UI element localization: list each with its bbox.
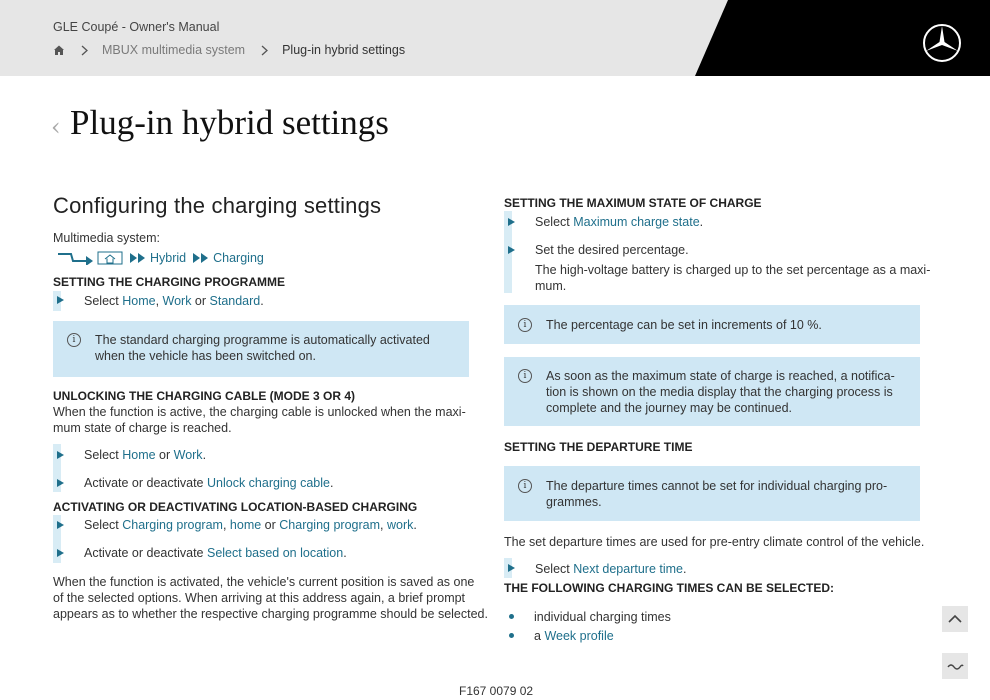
step-arrow-icon [57, 296, 64, 304]
link-work[interactable]: Work [173, 448, 203, 462]
step-set-percentage: Set the desired percentage. [535, 243, 689, 257]
info-note [53, 321, 469, 377]
link-week-profile[interactable]: Week profile [544, 629, 614, 643]
info-note [504, 357, 920, 426]
link-work[interactable]: Work [162, 294, 192, 308]
home-button-icon [97, 251, 123, 265]
info-note-text: As soon as the maximum state of charge is reached, a notifica- tion is shown on the media display that the charging process is complete and the journey may be continued. [546, 369, 895, 415]
location-description: When the function is activated, the vehicle's current position is saved as one of the selected options. When arriving at this address again, a brief prompt appears as to whether the respective charging programme should be selected. [53, 575, 488, 621]
menu-path [53, 250, 264, 266]
subheading-charging-times: THE FOLLOWING CHARGING TIMES CAN BE SELECTED: [504, 581, 834, 595]
mercedes-star-logo [922, 23, 962, 63]
info-note-text: The departure times cannot be set for individual charging pro- grammes. [546, 479, 888, 509]
chevron-up-icon [942, 606, 968, 632]
link-home[interactable]: home [229, 518, 262, 532]
info-note-text: The standard charging programme is automatically activated when the vehicle has been switched on. [95, 333, 430, 363]
footnote-button[interactable] [942, 653, 968, 679]
subheading-charging-programme: SETTING THE CHARGING PROGRAMME [53, 275, 286, 289]
subheading-max-charge: SETTING THE MAXIMUM STATE OF CHARGE [504, 196, 762, 210]
footnote-icon [942, 653, 968, 679]
info-icon: i [518, 369, 532, 383]
list-item: individual charging times [534, 610, 671, 624]
step-unlock-cable: Activate or deactivate Unlock charging cable. [84, 476, 334, 490]
departure-description: The set departure times are used for pre-entry climate control of the vehicle. [504, 535, 925, 549]
back-chevron-icon[interactable]: ‹ [51, 113, 61, 141]
link-charging-program[interactable]: Charging program [279, 518, 381, 532]
step-select-charging-program: Select Charging program, home or Charging program, work. [84, 518, 417, 532]
info-icon: i [518, 318, 532, 332]
subheading-location-charging: ACTIVATING OR DEACTIVATING LOCATION-BASED CHARGING [53, 500, 418, 514]
subheading-departure-time: SETTING THE DEPARTURE TIME [504, 440, 693, 454]
path-charging[interactable]: Charging [213, 251, 264, 265]
link-maximum-charge-state[interactable]: Maximum charge state [573, 215, 700, 229]
step-arrow-icon [57, 479, 64, 487]
bullet-dot [509, 633, 514, 638]
breadcrumb [53, 42, 405, 58]
link-work[interactable]: work [386, 518, 414, 532]
link-select-based-on-location[interactable]: Select based on location [206, 546, 344, 560]
step-arrow-icon [57, 549, 64, 557]
step-arrow-icon [508, 246, 515, 254]
breadcrumb-current: Plug-in hybrid settings [282, 43, 406, 57]
info-note [504, 305, 920, 344]
step-arrow-icon [57, 521, 64, 529]
link-standard[interactable]: Standard [209, 294, 261, 308]
chevron-right-icon [81, 45, 88, 56]
step-arrow-icon [508, 218, 515, 226]
info-note [504, 466, 920, 521]
path-arrow-icon [57, 251, 95, 265]
step-select-departure: Select Next departure time. [535, 562, 687, 576]
double-chevron-icon [129, 252, 147, 264]
home-icon[interactable] [53, 44, 65, 56]
info-icon: i [67, 333, 81, 347]
step-select-programme: Select Home, Work or Standard. [84, 294, 264, 308]
link-unlock-charging-cable[interactable]: Unlock charging cable [206, 476, 330, 490]
page-title: Plug-in hybrid settings [70, 103, 389, 142]
step-select-home-work: Select Home or Work. [84, 448, 207, 462]
list-item: a Week profile [534, 629, 614, 643]
chevron-right-icon [261, 45, 268, 56]
breadcrumb-mbux-link[interactable]: MBUX multimedia system [102, 43, 246, 57]
link-next-departure-time[interactable]: Next departure time [573, 562, 683, 576]
step-result: The high-voltage battery is charged up to the set percentage as a maxi- mum. [535, 263, 931, 293]
link-home[interactable]: Home [122, 294, 156, 308]
step-arrow-icon [57, 451, 64, 459]
section-heading: Configuring the charging settings [53, 193, 382, 218]
scroll-top-button[interactable] [942, 606, 968, 632]
step-select-location: Activate or deactivate Select based on location. [84, 546, 347, 560]
subheading-unlocking-cable: UNLOCKING THE CHARGING CABLE (MODE 3 OR 4) [53, 389, 356, 403]
path-hybrid[interactable]: Hybrid [150, 251, 187, 265]
bullet-dot [509, 614, 514, 619]
manual-title: GLE Coupé - Owner's Manual [53, 20, 220, 34]
unlocking-description: When the function is active, the charging cable is unlocked when the maxi- mum state of charge is reached. [53, 405, 466, 435]
info-note-text: The percentage can be set in increments of 10 %. [546, 318, 822, 332]
image-code: F167 0079 02 [459, 684, 534, 698]
info-icon: i [518, 479, 532, 493]
multimedia-label: Multimedia system: [53, 231, 160, 245]
step-arrow-icon [508, 564, 515, 572]
double-chevron-icon [192, 252, 210, 264]
link-charging-program[interactable]: Charging program [122, 518, 223, 532]
link-home[interactable]: Home [122, 448, 156, 462]
step-select-max-charge: Select Maximum charge state. [535, 215, 704, 229]
